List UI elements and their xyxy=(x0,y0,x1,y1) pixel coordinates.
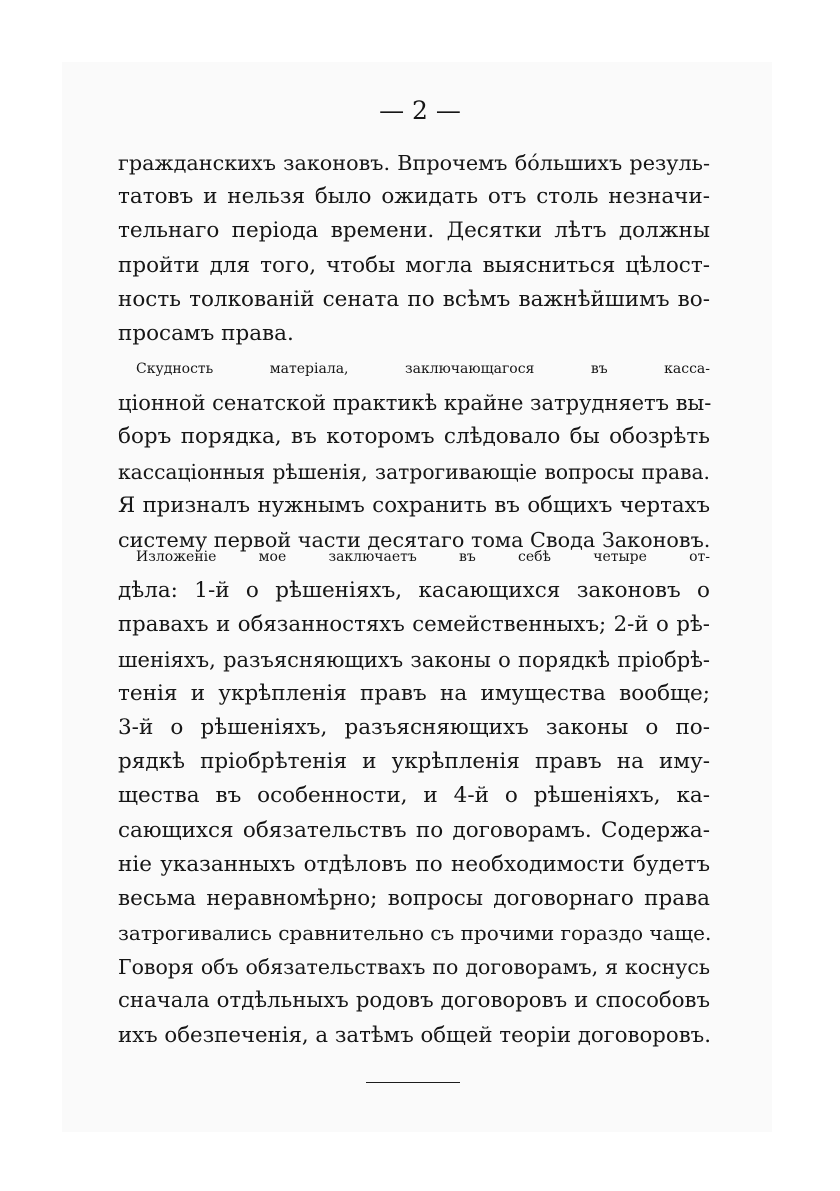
text-line: кассаціонныя рѣшенія, затрогивающіе вопросы права. xyxy=(118,459,710,484)
text-line: рядкѣ пріобрѣтенія и укрѣпленія правъ на иму- xyxy=(118,749,710,775)
text-line: Скудность матеріала, заключающагося въ касса- xyxy=(136,361,710,377)
text-line: ихъ обезпеченія, а затѣмъ общей теоріи договоровъ. xyxy=(118,1022,711,1048)
text-line: систему первой части десятаго тома Свода Законовъ. xyxy=(118,527,711,552)
text-line: Я призналъ нужнымъ сохранить въ общихъ чертахъ xyxy=(118,492,710,518)
text-line: весьма неравномѣрно; вопросы договорнаго права xyxy=(118,885,710,911)
text-line: Изложеніе мое заключаетъ въ себѣ четыре от- xyxy=(136,549,710,565)
text-line: дѣла: 1-й о рѣшеніяхъ, касающихся законовъ о xyxy=(118,578,710,604)
text-line: Говоря объ обязательствахъ по договорамъ, я коснусь xyxy=(118,955,710,980)
text-line: боръ порядка, въ которомъ слѣдовало бы обозрѣть xyxy=(118,424,710,450)
text-line: 3-й о рѣшеніяхъ, разъясняющихъ законы о по- xyxy=(118,714,710,740)
text-line: тельнаго періода времени. Десятки лѣтъ должны xyxy=(118,218,710,244)
text-line: татовъ и нельзя было ожидать отъ столь незначи- xyxy=(118,184,710,210)
paragraph-1 xyxy=(118,146,710,351)
text-line: ность толкованій сената по всѣмъ важнѣйшимъ во- xyxy=(118,286,710,312)
text-line: ніе указанныхъ отдѣловъ по необходимости будетъ xyxy=(118,851,710,877)
paragraph-3 xyxy=(118,540,710,1053)
text-line: сначала отдѣльныхъ родовъ договоровъ и способовъ xyxy=(118,988,710,1014)
text-line: щества въ особенности, и 4-й о рѣшеніяхъ, ка- xyxy=(118,783,710,809)
text-line: гражданскихъ законовъ. Впрочемъ бóльшихъ резуль- xyxy=(118,151,710,175)
text-line: тенія и укрѣпленія правъ на имущества вообще; xyxy=(118,680,710,706)
text-line: затрогивались сравнительно съ прочими гораздо чаще. xyxy=(118,921,712,946)
paragraph-2 xyxy=(118,352,710,557)
text-line: пройти для того, чтобы могла выясниться цѣлост- xyxy=(118,252,710,278)
text-line: ціонной сенатской практикѣ крайне затрудняетъ вы- xyxy=(118,391,712,416)
text-line: сающихся обязательствъ по договорамъ. Содержа- xyxy=(118,817,710,843)
text-line: просамъ права. xyxy=(118,320,294,346)
page-number: — 2 — xyxy=(379,96,461,125)
end-rule-divider xyxy=(366,1082,460,1083)
text-line: правахъ и обязанностяхъ семейственныхъ; 2-й о рѣ- xyxy=(118,612,710,638)
text-line: шеніяхъ, разъясняющихъ законы о порядкѣ пріобрѣ- xyxy=(118,647,710,672)
